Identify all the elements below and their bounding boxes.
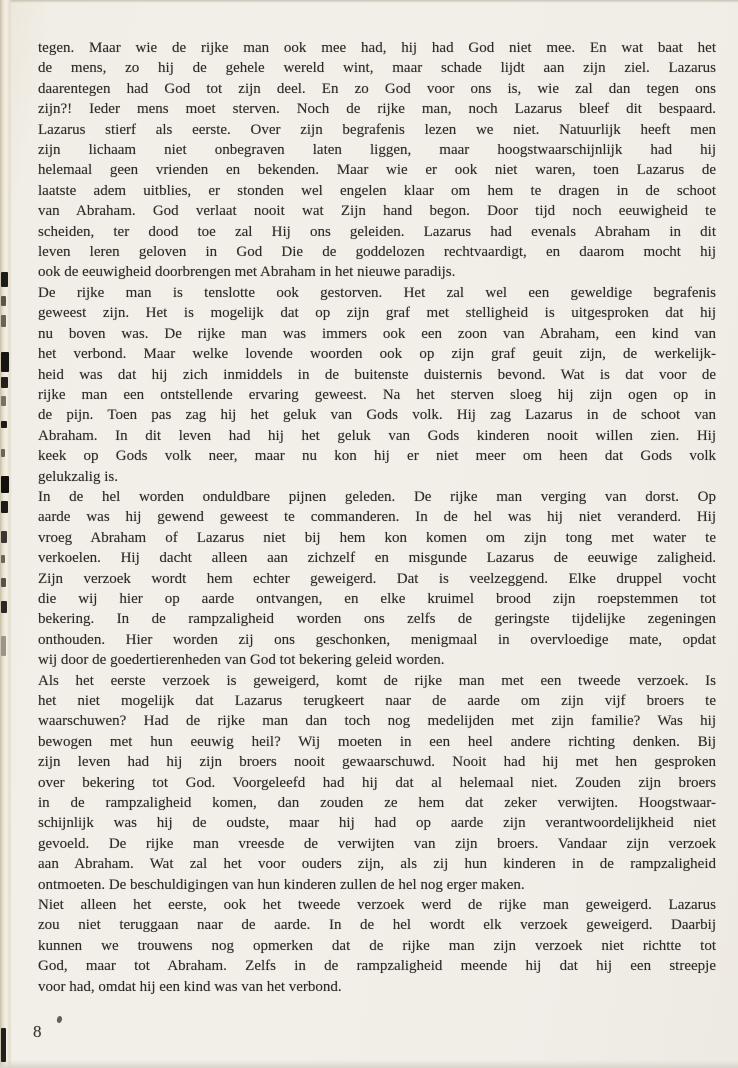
text-line: kunnen we trouwens nog opmerken dat de rijke man zijn verzoek niet richtte tot	[38, 937, 716, 954]
text-line: zijn lichaam niet onbegraven laten liggen, maar hoogstwaarschijnlijk had hij	[38, 142, 716, 159]
binding-mark	[1, 352, 9, 372]
text-line: de mens, zo hij de gehele wereld wint, maar schade lijdt aan zijn ziel. Lazarus	[38, 60, 716, 77]
text-line: scheiden, ter dood toe zal Hij ons geleiden. Lazarus had evenals Abraham in dit	[38, 223, 716, 240]
text-line: gelukzalig is.	[38, 468, 118, 485]
text-line: die wij hier op aarde ontvangen, en elke kruimel brood zijn roepstemmen tot	[38, 590, 716, 607]
text-line: wij door de goedertierenheden van God tot bekering geleid worden.	[38, 652, 445, 669]
binding-mark	[1, 1028, 6, 1062]
text-line: ook de eeuwigheid doorbrengen met Abraham in het nieuwe paradijs.	[38, 264, 456, 281]
text-line: zijn?! Ieder mens moet sterven. Noch de rijke man, noch Lazarus bleef dit bespaard.	[38, 101, 716, 118]
text-line: leven leren geloven in God Die de goddelozen rechtvaardigt, en daarom mocht hij	[38, 244, 716, 261]
text-line: gevoeld. De rijke man vreesde de verwijten van zijn broers. Vandaar zijn verzoek	[38, 835, 716, 852]
paragraph-3	[38, 487, 716, 671]
text-line: waarschuwen? Had de rijke man dan toch nog medelijden met zijn familie? Was hij	[38, 713, 716, 730]
text-line: God, maar tot Abraham. Zelfs in de rampzaligheid meende hij dat hij een streepje	[38, 958, 716, 975]
text-line: schijnlijk was hij de oudste, maar hij had op aarde zijn verantwoordelijkheid niet	[38, 815, 716, 832]
text-line: daarentegen had God tot zijn deel. En zo God voor ons is, wie zal dan tegen ons	[38, 80, 716, 97]
ink-speck	[56, 1015, 63, 1023]
text-line: De rijke man is tenslotte ook gestorven. Het zal wel een geweldige begrafenis	[38, 284, 716, 301]
binding-mark	[1, 296, 6, 306]
paragraph-2	[38, 283, 716, 487]
text-line: bewogen met hun eeuwig heil? Wij moeten in een heel andere richting denken. Bij	[38, 733, 716, 750]
text-line: onthouden. Hier worden zij ons geschonken, menigmaal in overvloedige mate, opdat	[38, 631, 716, 648]
text-line: keek op Gods volk neer, maar nu kon hij er niet meer om heen dat Gods volk	[38, 448, 716, 465]
binding-mark	[1, 531, 7, 543]
text-line: het verbond. Maar welke lovende woorden ook op zijn graf geuit zijn, de werkelijk-	[38, 346, 716, 363]
text-line: in de rampzaligheid komen, dan zouden ze hem dat zeker verwijten. Hoogstwaar-	[38, 795, 716, 812]
text-line: Lazarus stierf als eerste. Over zijn begrafenis lezen we niet. Natuurlijk heeft men	[38, 121, 716, 138]
text-line: over bekering tot God. Voorgeleefd had hij dat al helemaal niet. Zouden zijn broers	[38, 774, 716, 791]
text-line: nu boven was. De rijke man was immers ook een zoon van Abraham, een kind van	[38, 325, 716, 342]
text-line: zijn leven had hij zijn broers nooit gewaarschuwd. Nooit had hij met hen gesproken	[38, 754, 716, 771]
text-line: rijke man een ontstellende ervaring geweest. Na het sterven sloeg hij zijn ogen op in	[38, 386, 716, 403]
scan-edge-top	[0, 0, 738, 3]
binding-mark	[1, 501, 8, 513]
text-line: bekering. In de rampzaligheid worden ons zelfs de geringste tijdelijke zegeningen	[38, 611, 716, 628]
binding-mark	[1, 601, 7, 613]
binding-mark	[1, 578, 6, 587]
binding-mark	[1, 272, 8, 287]
paragraph-1	[38, 38, 716, 283]
binding-mark	[1, 377, 8, 388]
text-line: Zijn verzoek wordt hem echter geweigerd. Dat is veelzeggend. Elke druppel vocht	[38, 570, 716, 587]
binding-mark	[1, 449, 5, 457]
binding-mark	[1, 315, 6, 327]
binding-mark	[1, 396, 6, 406]
text-line: Abraham. In dit leven had hij het geluk van Gods kinderen nooit willen zien. Hij	[38, 427, 716, 444]
page-text	[38, 38, 716, 997]
text-line: vroeg Abraham of Lazarus niet bij hem kon komen om zijn tong met water te	[38, 529, 716, 546]
text-line: heid was dat hij zich inmiddels in de buitenste duisternis bevond. Wat is dat voor de	[38, 366, 716, 383]
text-line: van Abraham. God verlaat nooit wat Zijn hand begon. Door tijd noch eeuwigheid te	[38, 203, 716, 220]
binding-mark	[1, 421, 7, 428]
page-number: 8	[33, 1022, 42, 1041]
text-line: verkoelen. Hij dacht alleen aan zichzelf en misgunde Lazarus de eeuwige zaligheid.	[38, 550, 716, 567]
text-line: In de hel worden onduldbare pijnen geleden. De rijke man verging van dorst. Op	[38, 488, 716, 505]
text-line: het niet mogelijk dat Lazarus terugkeert naar de aarde om zijn vijf broers te	[38, 693, 716, 709]
text-line: ontmoeten. De beschuldigingen van hun kinderen zullen de hel nog erger maken.	[38, 876, 525, 893]
paragraph-5	[38, 895, 716, 997]
text-line: voor had, omdat hij een kind was van het verbond.	[38, 978, 342, 995]
binding-mark	[1, 636, 6, 656]
text-line: de pijn. Toen pas zag hij het geluk van Gods volk. Hij zag Lazarus in de schoot van	[38, 407, 716, 424]
text-line: Niet alleen het eerste, ook het tweede verzoek werd de rijke man geweigerd. Lazarus	[38, 897, 716, 914]
binding-mark	[1, 555, 5, 563]
text-line: Als het eerste verzoek is geweigerd, komt de rijke man met een tweede verzoek. Is	[38, 672, 716, 689]
text-line: zou niet teruggaan naar de aarde. In de hel wordt elk verzoek geweigerd. Daarbij	[38, 917, 716, 934]
paragraph-4	[38, 671, 716, 895]
text-line: aarde was hij gewend geweest te commanderen. In de hel was hij niet veranderd. Hij	[38, 509, 716, 526]
scan-edge-bottom	[0, 1060, 738, 1068]
text-line: laatste adem uitblies, er stonden wel engelen klaar om hem te dragen in de schoot	[38, 182, 716, 199]
text-line: helemaal geen vrienden en bekenden. Maar wie er ook niet waren, toen Lazarus de	[38, 162, 716, 179]
text-line: aan Abraham. Wat zal het voor ouders zijn, als zij hun kinderen in de rampzaligheid	[38, 856, 716, 873]
text-line: tegen. Maar wie de rijke man ook mee had, hij had God niet mee. En wat baat het	[38, 40, 716, 56]
text-line: geweest zijn. Het is mogelijk dat op zijn graf met stelligheid is uitgesproken dat hij	[38, 305, 716, 322]
binding-mark	[1, 476, 9, 493]
